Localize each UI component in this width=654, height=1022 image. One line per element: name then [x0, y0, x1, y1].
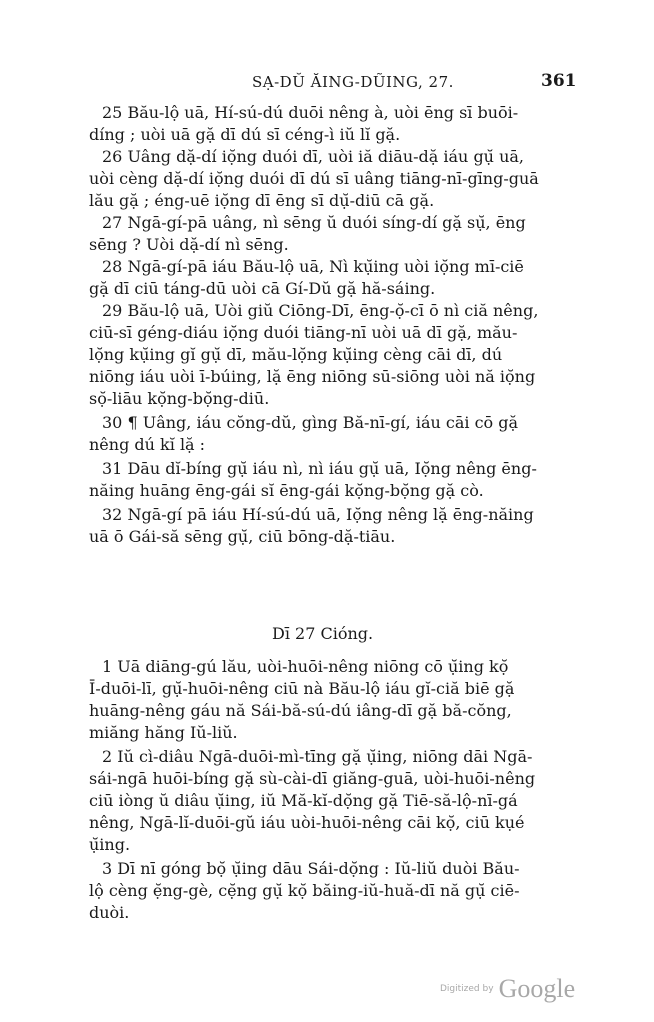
google-logo: Google — [498, 974, 576, 1003]
text-line: uòi cèng dặ-dí iọ̆ng duói dī dú sī uâng tiāng-nī-gīng-guā — [89, 169, 539, 188]
text-line: lău gặ ; éng-uē iọ̆ng dī ēng sī dụ̆-diū cā gặ. — [89, 191, 435, 210]
digitized-by-watermark — [440, 974, 575, 1004]
page-number: 361 — [541, 71, 577, 91]
text-line: 29 Bău-lộ uā, Uòi giŭ Ciōng-Dī, ēng-ọ̆-cī ō nì ciă nêng, — [102, 301, 539, 320]
text-line: lọ̆ng kụ̆ing gĭ gụ̆ dī, mău-lọ̆ng kụ̆ing cèng cāi dī, dú — [89, 345, 503, 364]
digitized-by-label: Digitized by — [440, 984, 494, 994]
text-line: 26 Uâng dặ-dí iọ̆ng duói dī, uòi iă diāu-dặ iáu gụ̆ uā, — [102, 147, 524, 166]
text-line: 32 Ngā-gí pā iáu Hí-sú-dú uā, Iọ̆ng nêng lặ ēng-năing — [102, 505, 534, 524]
text-line: ciū-sī géng-diáu iọ̆ng duói tiāng-nī uòi uā dī gặ, mău- — [89, 323, 518, 342]
text-line: duòi. — [89, 903, 130, 922]
running-title: SẠ-DŬ ĂING-DŨING, 27. — [252, 73, 454, 91]
text-line: 1 Uā diāng-gú lău, uòi-huōi-nêng niōng cō ụ̆ing kọ̆ — [102, 657, 509, 676]
text-line: lộ cèng ẹ̆ng-gè, cẹ̆ng gụ̆ kọ̆ băing-iŭ-huă-dī nă gụ̆ ciē- — [89, 881, 520, 900]
text-line: 2 Iŭ cì-diâu Ngā-duōi-mì-tīng gặ ụ̆ing, niōng dāi Ngā- — [102, 747, 533, 766]
text-line: miăng hăng Iŭ-liŭ. — [89, 723, 238, 742]
text-line: Ī-duōi-lī, gụ̆-huōi-nêng ciū nà Bău-lộ iáu gĭ-ciă biē gặ — [89, 679, 515, 698]
text-line: díng ; uòi uā gặ dī dú sī céng-ì iŭ lĭ gặ. — [89, 125, 401, 144]
text-line: 3 Dī nī góng bọ̆ ụ̆ing dāu Sái-dọ̆ng : Iŭ-liŭ duòi Bău- — [102, 859, 520, 878]
text-line: năing huāng ēng-gái sĭ ēng-gái kọ̆ng-bọ̆ng gặ cò. — [89, 481, 484, 500]
text-line: ụ̆ing. — [89, 835, 131, 854]
text-line: huāng-nêng gáu nă Sái-bă-sú-dú iâng-dī gặ bă-cŏng, — [89, 701, 512, 720]
text-line: gặ dī ciū táng-dū uòi cā Gí-Dŭ gặ hă-sáing. — [89, 279, 436, 298]
text-line: nêng dú kĭ lặ : — [89, 435, 206, 454]
text-line: sọ̆-liāu kọ̆ng-bọ̆ng-diū. — [89, 389, 270, 408]
text-line: 28 Ngā-gí-pā iáu Bău-lộ uā, Nì kụ̆ing uòi iọ̆ng mī-ciē — [102, 257, 524, 276]
text-line: uā ō Gái-să sēng gụ̆, ciū bōng-dặ-tiāu. — [89, 527, 396, 546]
text-line: niōng iáu uòi ī-búing, lặ ēng niōng sū-siōng uòi nă iọ̆ng — [89, 367, 536, 386]
chapter-heading: Dī 27 Cióng. — [272, 624, 374, 643]
text-line: nêng, Ngā-lĭ-duōi-gŭ iáu uòi-huōi-nêng cāi kọ̆, ciū kụé — [89, 813, 525, 832]
text-line: sái-ngā huōi-bíng gặ sù-cài-dī giăng-guā, uòi-huōi-nêng — [89, 769, 536, 788]
text-line: 30 ¶ Uâng, iáu cŏng-dŭ, gìng Bă-nī-gí, iáu cāi cō gặ — [102, 413, 519, 432]
text-line: 31 Dāu dĭ-bíng gụ̆ iáu nì, nì iáu gụ̆ uā, Iọ̆ng nêng ēng- — [102, 459, 537, 478]
text-line: sēng ? Uòi dặ-dí nì sēng. — [89, 235, 289, 254]
text-line: ciū iòng ŭ diâu ụ̆ing, iŭ Mă-kĭ-dọ̆ng gặ Tiē-să-lộ-nī-gá — [89, 791, 518, 810]
text-line: 27 Ngā-gí-pā uâng, nì sēng ŭ duói síng-dí gặ sụ̆, ēng — [102, 213, 526, 232]
text-line: 25 Bău-lộ uā, Hí-sú-dú duōi nêng à, uòi ēng sī buōi- — [102, 103, 519, 122]
